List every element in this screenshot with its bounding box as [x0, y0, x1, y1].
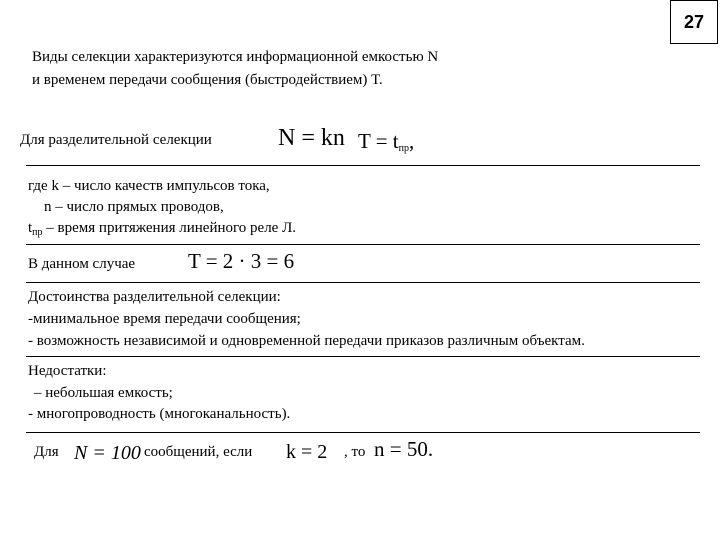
intro-line-2: и временем передачи сообщения (быстродействием) Т. [32, 72, 383, 88]
section-divider-disadvantages [26, 356, 700, 364]
advantages-title: Достоинства разделительной селекции: [28, 289, 281, 305]
formula-t-tpr [358, 128, 414, 162]
formula-t-value: T = 2 · 3 = 6 [188, 249, 295, 273]
advantages-item-1: -минимальное время передачи сообщения; [28, 311, 301, 327]
intro-line-1: Виды селекции характеризуются информационной емкостью N [32, 49, 439, 65]
example-middle: сообщений, если [144, 444, 253, 460]
formula-n-50: n = 50. [374, 437, 434, 461]
example-prefix: Для [34, 444, 59, 460]
formula-n-kn: N = kn [278, 125, 345, 151]
example-then: , то [344, 444, 366, 460]
section-divider-example [26, 432, 700, 440]
case-label: В данном случае [28, 256, 136, 272]
disadvantages-item-2: - многопроводность (многоканальность). [28, 406, 291, 422]
where-line-2: n – число прямых проводов, [44, 199, 224, 215]
section-divider-case [26, 244, 700, 252]
separation-label: Для разделительной селекции [20, 132, 212, 148]
section-divider-top [26, 165, 700, 173]
disadvantages-title: Недостатки: [28, 363, 107, 379]
formula-t-sub: пр [398, 143, 409, 154]
page-number-badge [670, 0, 718, 44]
where-var-sub: пр [32, 227, 43, 238]
page-number: 27 [683, 11, 705, 32]
disadvantages-item-1: – небольшая емкость; [34, 385, 173, 401]
advantages-item-2: - возможность независимой и одновременной передачи приказов различным объектам. [28, 333, 585, 349]
formula-n-100: N = 100 [74, 442, 141, 464]
where-line-1: где k – число качеств импульсов тока, [28, 178, 270, 194]
formula-k-2: k = 2 [286, 441, 328, 463]
where-var-t: t [28, 220, 33, 236]
where-line-3-rest: – время притяжения линейного реле Л. [42, 220, 297, 236]
formula-t-trail: , [409, 129, 415, 153]
where-line-3 [28, 218, 296, 243]
formula-t-main: T = t [358, 129, 399, 153]
